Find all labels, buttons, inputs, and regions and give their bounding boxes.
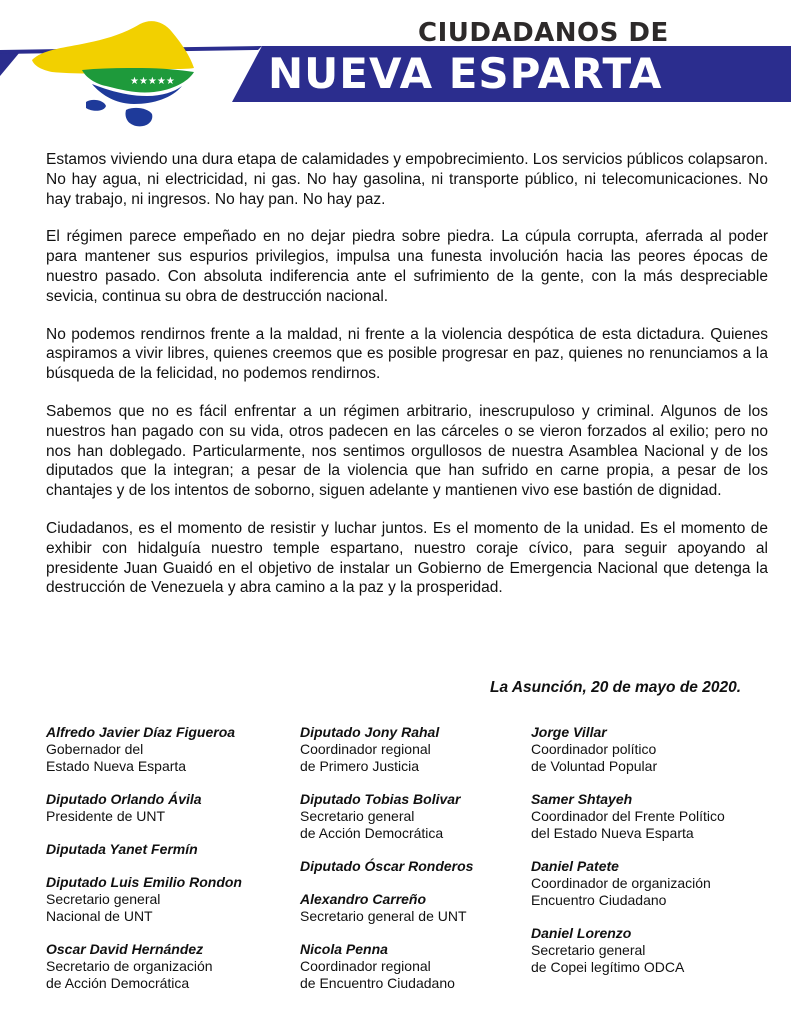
signatory-name: Diputado Óscar Ronderos bbox=[300, 858, 474, 874]
signatories-column-2 bbox=[300, 724, 473, 1008]
signatory-role: Secretario general bbox=[300, 808, 415, 824]
signatory-role: Secretario general bbox=[531, 942, 646, 958]
signatories-column-1 bbox=[46, 724, 242, 1008]
map-island-coche bbox=[86, 100, 106, 111]
header-title-main: NUEVA ESPARTA bbox=[268, 49, 663, 98]
signatory bbox=[300, 724, 473, 775]
signatory-name: Samer Shtayeh bbox=[531, 791, 633, 807]
signatory bbox=[300, 891, 473, 925]
signatory-name: Diputado Tobias Bolivar bbox=[300, 791, 461, 807]
letter-body bbox=[46, 150, 768, 616]
signatory bbox=[531, 724, 725, 775]
signatory-role: de Voluntad Popular bbox=[531, 758, 658, 774]
band-left-stripe bbox=[0, 52, 20, 76]
signatory-name: Diputado Jony Rahal bbox=[300, 724, 440, 740]
paragraph-1: Estamos viviendo una dura etapa de calamidades y empobrecimiento. Los servicios públicos colapsaron. No hay agua, ni electricidad, ni gas. No hay gasolina, ni transporte público, ni telecomunicaciones. No hay trabajo, ni ingresos. No hay pan. No hay paz. bbox=[46, 151, 769, 208]
signatory-role: Encuentro Ciudadano bbox=[531, 892, 667, 908]
signatory bbox=[46, 874, 242, 925]
signatory-role: Presidente de UNT bbox=[46, 808, 166, 824]
map-island-cubagua bbox=[125, 108, 152, 126]
paragraph-2: El régimen parece empeñado en no dejar piedra sobre piedra. La cúpula corrupta, aferrada al poder para mantener sus espurios privilegios, impulsa una funesta involución hacia las peores épocas de nuestro pasado. Con absoluta indiferencia ante el sufrimiento de la gente, con la más despreciable sevicia, continua su obra de destrucción nacional. bbox=[46, 228, 768, 305]
signatory-name: Diputado Luis Emilio Rondon bbox=[46, 874, 242, 890]
signatory-name: Daniel Lorenzo bbox=[531, 925, 632, 941]
signatory bbox=[46, 724, 242, 775]
signatory bbox=[46, 791, 242, 825]
signatory-name: Nicola Penna bbox=[300, 941, 388, 957]
paragraph-3: No podemos rendirnos frente a la maldad, ni frente a la violencia despótica de esta dictadura. Quienes aspiramos a vivir libres, quienes creemos que es posible progresar en paz, quienes no renunciamos a la búsqueda de la felicidad, no podemos rendirnos. bbox=[46, 325, 768, 383]
map-stars: ★★★★★ bbox=[130, 76, 175, 87]
signatory bbox=[300, 858, 473, 875]
signatory bbox=[46, 941, 242, 992]
signatory-role: Estado Nueva Esparta bbox=[46, 758, 187, 774]
nueva-esparta-map-logo bbox=[22, 10, 202, 130]
signatory-role: Gobernador del bbox=[46, 741, 144, 757]
signatory-role: de Acción Democrática bbox=[300, 825, 444, 841]
signatory bbox=[531, 791, 725, 842]
signatory-name: Alfredo Javier Díaz Figueroa bbox=[46, 724, 236, 740]
signatory-role: Secretario general de UNT bbox=[300, 908, 467, 924]
signatory bbox=[531, 925, 725, 976]
signatory bbox=[531, 858, 725, 909]
signatory bbox=[300, 791, 473, 842]
signatory-role: Coordinador regional bbox=[300, 741, 431, 757]
signatory-role: Coordinador de organización bbox=[531, 875, 711, 891]
signatory-role: Secretario de organización bbox=[46, 958, 213, 974]
signatory-role: de Copei legítimo ODCA bbox=[531, 959, 685, 975]
signatory-role: Coordinador del Frente Político bbox=[531, 808, 725, 824]
paragraph-5: Ciudadanos, es el momento de resistir y luchar juntos. Es el momento de la unidad. Es el momento de exhibir con hidalguía nuestro temple espartano, nuestro coraje cívico, para seguir apoyando al presidente Juan Guaidó en el objetivo de instalar un Gobierno de Emergencia Nacional que detenga la destrucción de Venezuela y abra camino a la paz y la prosperidad. bbox=[46, 519, 768, 597]
signatory-role: de Primero Justicia bbox=[300, 758, 420, 774]
signatory-role: de Acción Democrática bbox=[46, 975, 190, 991]
signatory-name: Oscar David Hernández bbox=[46, 941, 204, 957]
signatory bbox=[300, 941, 473, 992]
paragraph-4: Sabemos que no es fácil enfrentar a un régimen arbitrario, inescrupuloso y criminal. Algunos de los nuestros han pagado con su vida, otros padecen en las cárceles o se vieron forzados al exilio; pero no nos han doblegado. Particularmente, nos sentimos orgullosos de nuestra Asamblea Nacional y de los diputados que la integran; a pesar de la violencia que han sufrido en carne propia, a pesar de los chantajes y de los intentos de soborno, siguen adelante y mantienen vivo ese bastión de dignidad. bbox=[46, 402, 768, 500]
signatory-name: Diputado Orlando Ávila bbox=[46, 791, 202, 807]
signatories-column-3 bbox=[531, 724, 725, 992]
signatory bbox=[46, 841, 242, 858]
signatory-role: Coordinador regional bbox=[300, 958, 431, 974]
signatory-role: Coordinador político bbox=[531, 741, 657, 757]
letter-date: La Asunción, 20 de mayo de 2020. bbox=[490, 679, 741, 696]
header bbox=[0, 0, 791, 130]
signatory-role: del Estado Nueva Esparta bbox=[531, 825, 694, 841]
header-title-top: CIUDADANOS DE bbox=[418, 18, 669, 48]
signatory-name: Daniel Patete bbox=[531, 858, 619, 874]
signatory-role: Secretario general bbox=[46, 891, 161, 907]
signatory-name: Diputada Yanet Fermín bbox=[46, 841, 198, 857]
signatory-role: de Encuentro Ciudadano bbox=[300, 975, 455, 991]
signatory-name: Alexandro Carreño bbox=[300, 891, 427, 907]
signatory-name: Jorge Villar bbox=[531, 724, 607, 740]
signatory-role: Nacional de UNT bbox=[46, 908, 153, 924]
map-yellow-region bbox=[32, 21, 194, 73]
